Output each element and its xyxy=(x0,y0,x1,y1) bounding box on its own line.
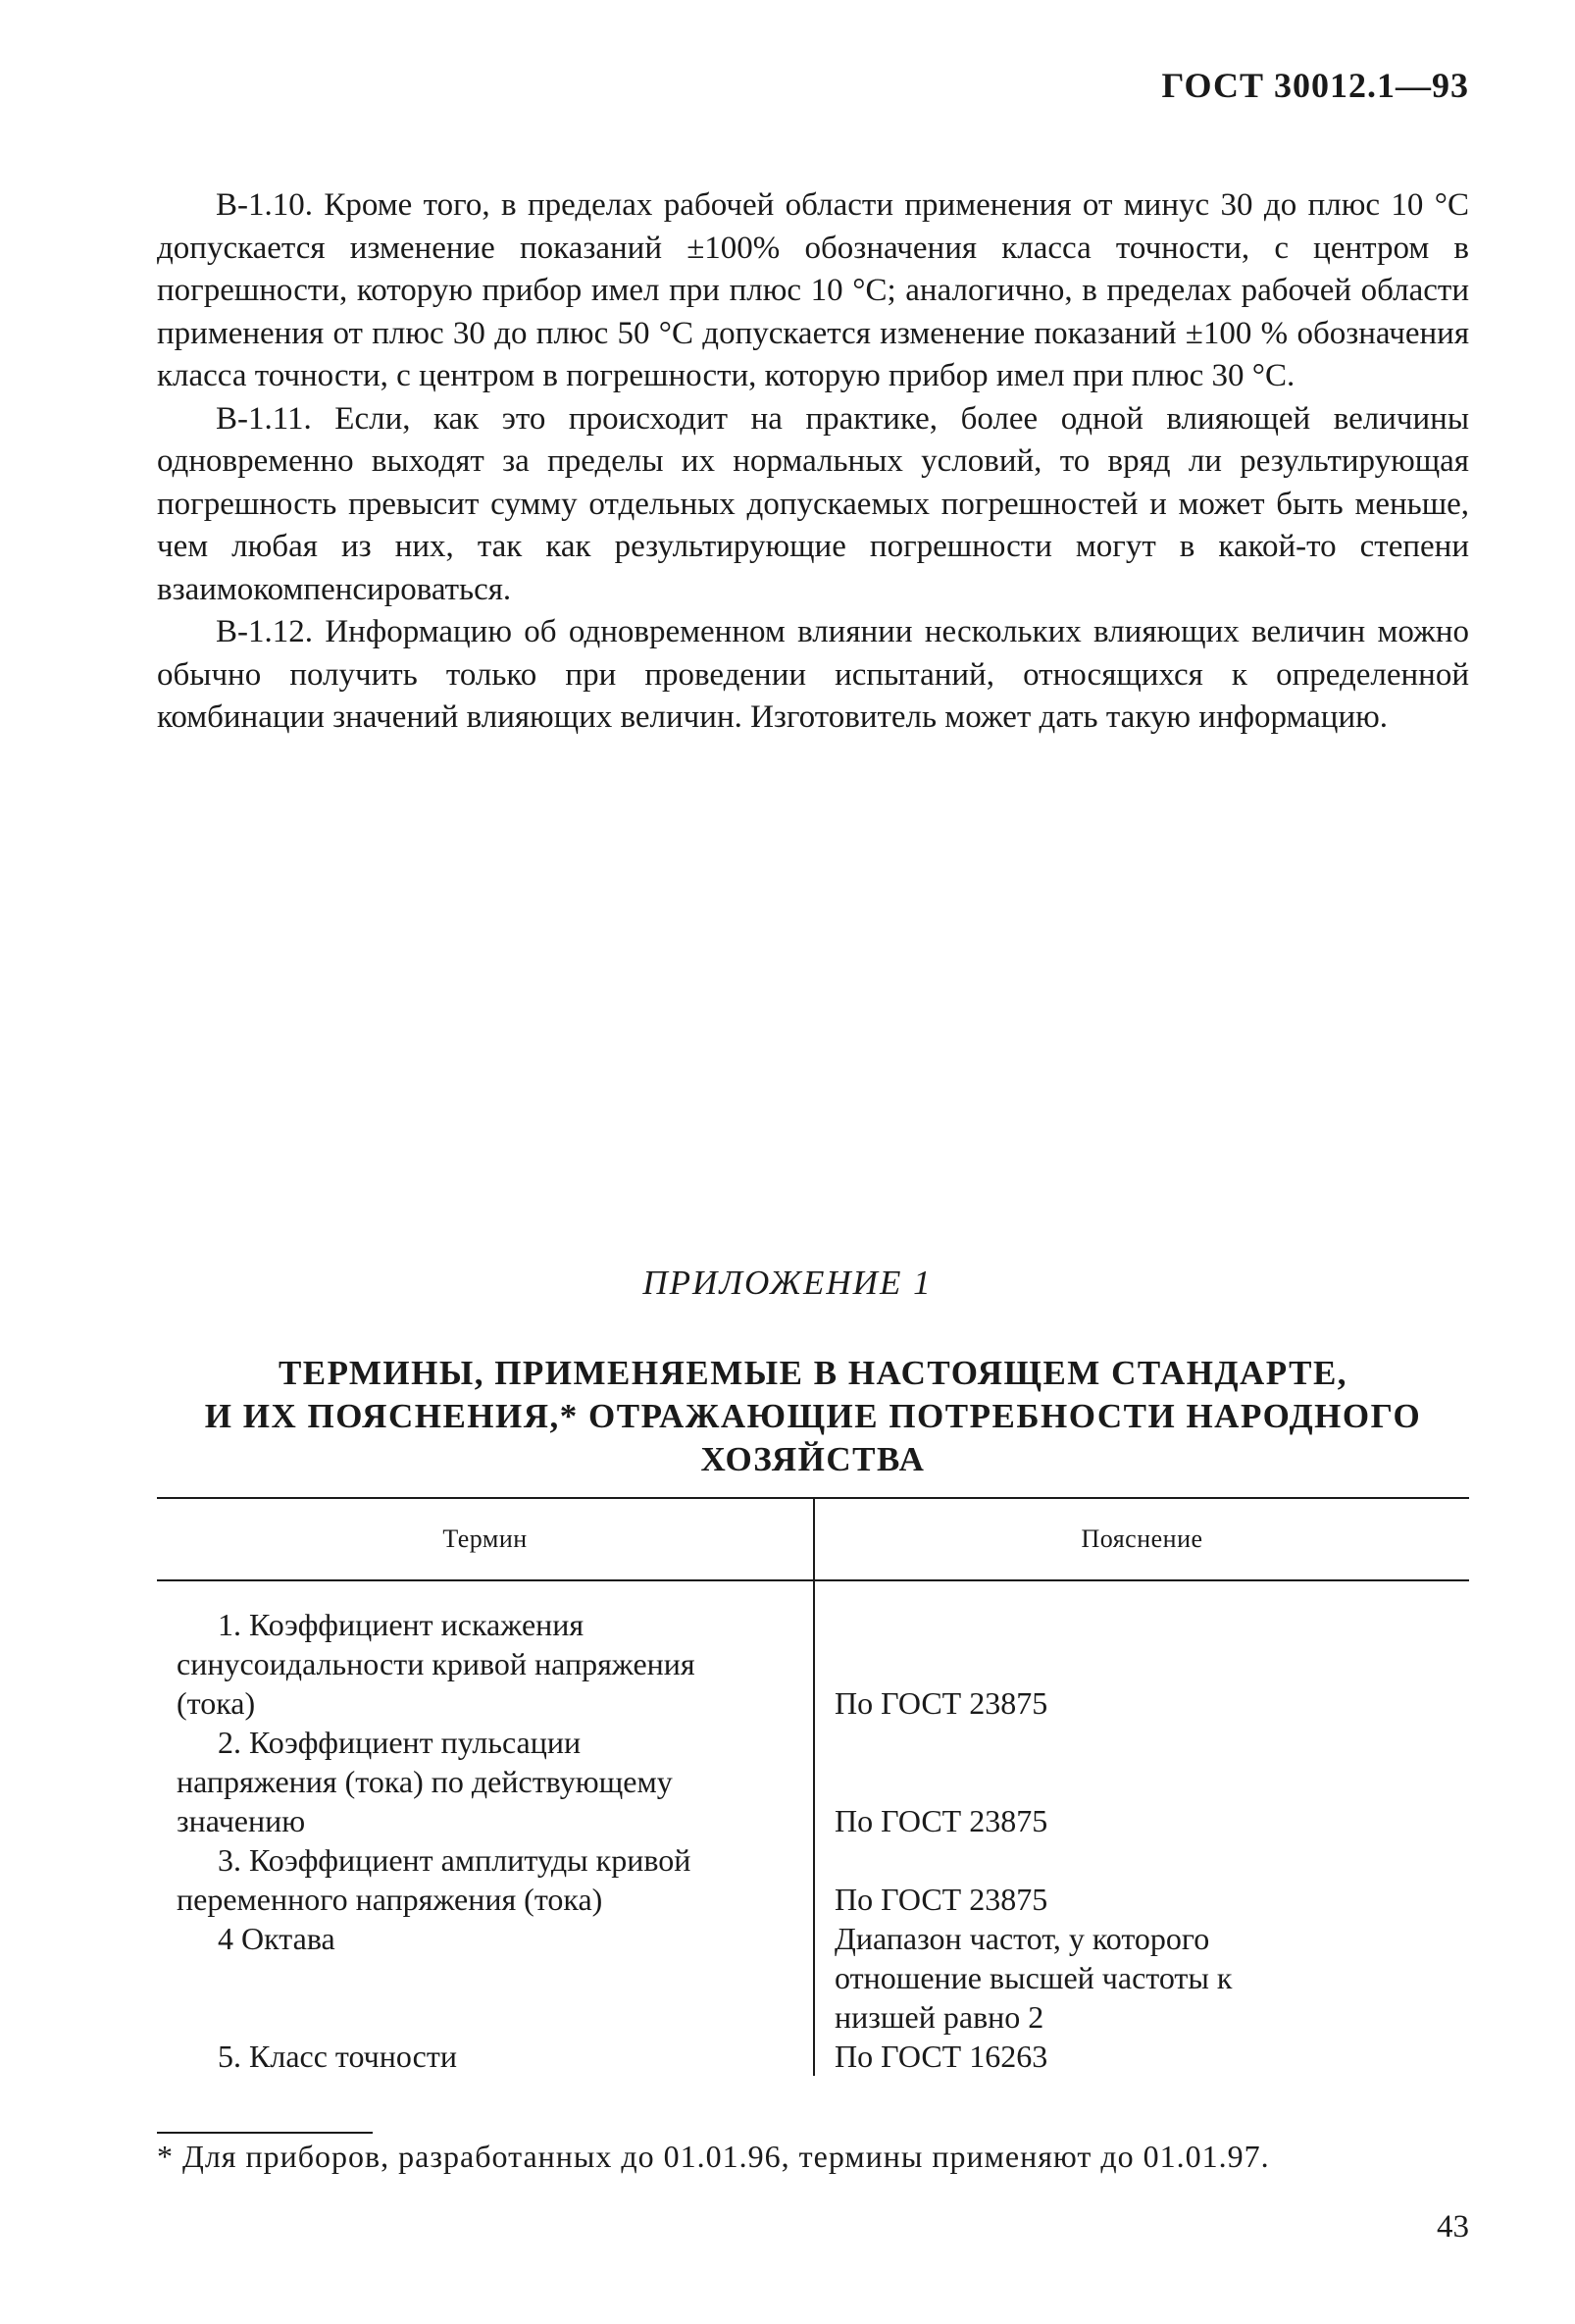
term-line: 4 Октава xyxy=(218,1921,335,1956)
table-row xyxy=(157,1723,1469,1840)
column-header-term: Термин xyxy=(157,1498,814,1580)
paragraph-b-1-11: В-1.11. Если, как это происходит на практике, более одной влияющей величины одновременно выходят за пределы их нормальных условий, то вряд ли результирующая погрешность превысит сумму отдельных допускаемых погрешностей и может быть меньше, чем любая из них, так как результирующие погрешности могут в какой-то степени взаимокомпенсироваться. xyxy=(157,400,1469,607)
explanation-line: По ГОСТ 16263 xyxy=(835,2039,1048,2074)
explanation-line: По ГОСТ 23875 xyxy=(835,1882,1048,1917)
appendix-title-line: ТЕРМИНЫ, ПРИМЕНЯЕМЫЕ В НАСТОЯЩЕМ СТАНДАРТЕ, xyxy=(278,1354,1348,1392)
term-cell xyxy=(157,1580,814,1723)
term-line: 2. Коэффициент пульсации xyxy=(218,1725,582,1760)
term-line: 5. Класс точности xyxy=(218,2039,457,2074)
explanation-line: По ГОСТ 23875 xyxy=(835,1803,1048,1838)
table-row xyxy=(157,1840,1469,1919)
explanation-line: По ГОСТ 23875 xyxy=(835,1685,1048,1721)
term-line: напряжения (тока) по действующему xyxy=(177,1764,673,1799)
page-number: 43 xyxy=(1437,2209,1469,2245)
explanation-cell xyxy=(814,1840,1469,1919)
table-header-row xyxy=(157,1498,1469,1580)
body-text xyxy=(157,184,1469,740)
term-line: 3. Коэффициент амплитуды кривой xyxy=(218,1842,691,1878)
term-cell xyxy=(157,1723,814,1840)
term-line: (тока) xyxy=(177,1685,256,1721)
terms-table xyxy=(157,1497,1469,2076)
footnote-divider xyxy=(157,2132,373,2134)
appendix-title-line: И ИХ ПОЯСНЕНИЯ,* ОТРАЖАЮЩИЕ ПОТРЕБНОСТИ НАРОДНОГО xyxy=(204,1397,1422,1435)
term-cell xyxy=(157,1919,814,2037)
explanation-cell xyxy=(814,1723,1469,1840)
explanation-line: Диапазон частот, у которого xyxy=(835,1921,1210,1956)
paragraph-b-1-10: В-1.10. Кроме того, в пределах рабочей области применения от минус 30 до плюс 10 °С допускается изменение показаний ±100% обозначения класса точности, с центром в погрешности, которую прибор имел при плюс 10 °С; аналогично, в пределах рабочей области применения от плюс 30 до плюс 50 °С допускается изменение показаний ±100 % обозначения класса точности, с центром в погрешности, которую прибор имел при плюс 30 °С. xyxy=(157,187,1469,393)
explanation-cell xyxy=(814,1580,1469,1723)
term-line: значению xyxy=(177,1803,306,1838)
column-header-explanation: Пояснение xyxy=(814,1498,1469,1580)
paragraph-b-1-12: В-1.12. Информацию об одновременном влиянии нескольких влияющих величин можно обычно получить только при проведении испытаний, относящихся к определенной комбинации значений влияющих величин. Изготовитель может дать такую информацию. xyxy=(157,614,1469,735)
term-line: переменного напряжения (тока) xyxy=(177,1882,603,1917)
footnote: * Для приборов, разработанных до 01.01.96, термины применяют до 01.01.97. xyxy=(157,2139,1270,2174)
appendix-title-line: ХОЗЯЙСТВА xyxy=(700,1440,926,1478)
table-row xyxy=(157,1919,1469,2037)
explanation-cell xyxy=(814,1919,1469,2037)
table-row xyxy=(157,2037,1469,2076)
explanation-line: низшей равно 2 xyxy=(835,1999,1044,2035)
term-cell xyxy=(157,1840,814,1919)
document-code-header: ГОСТ 30012.1—93 xyxy=(1161,66,1469,105)
term-cell xyxy=(157,2037,814,2076)
appendix-label: ПРИЛОЖЕНИЕ 1 xyxy=(642,1264,933,1302)
explanation-cell xyxy=(814,2037,1469,2076)
term-line: синусоидальности кривой напряжения xyxy=(177,1646,695,1681)
table-row xyxy=(157,1580,1469,1723)
explanation-line: отношение высшей частоты к xyxy=(835,1960,1233,1995)
term-line: 1. Коэффициент искажения xyxy=(218,1607,584,1642)
appendix-title xyxy=(157,1352,1469,1481)
